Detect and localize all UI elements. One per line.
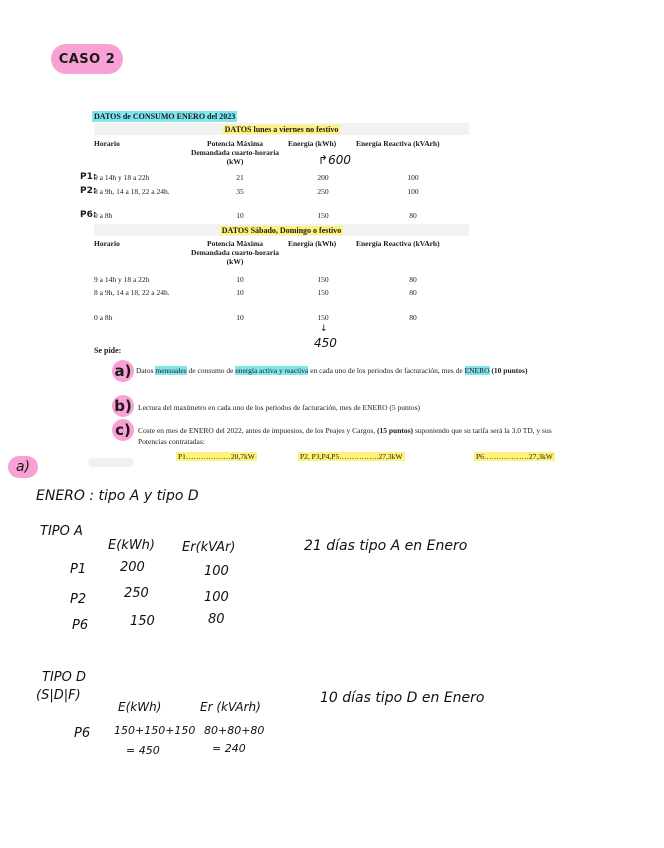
table1-cell-energia: 250 xyxy=(317,187,329,196)
table1-cell-energia: 150 xyxy=(317,211,329,220)
table1-cell-energia: 200 xyxy=(317,173,329,182)
note-period-p6: P6 xyxy=(74,726,91,741)
table1-header-reactiva: Energía Reactiva (kVArh) xyxy=(356,139,440,148)
potencia-p6: P6………………27,3kW xyxy=(476,452,553,461)
note-enero: ENERO : tipo A y tipo D xyxy=(36,488,199,504)
question-a-marker: a) xyxy=(112,360,134,382)
potencia-p1: P1………………20,7kW xyxy=(178,452,255,461)
table2-cell-potencia: 10 xyxy=(236,313,244,322)
table2-cell-energia: 150 xyxy=(317,288,329,297)
note-result-energy: = 450 xyxy=(126,744,160,757)
arrow-icon: ↱ xyxy=(318,153,329,167)
question-a-text: Datos mensuales de consumo de energía activa y reactiva en cada uno de los periodos de facturación, mes de ENERO (10 puntos) xyxy=(136,366,528,375)
note-dias-tipo-a: 21 días tipo A en Enero xyxy=(304,538,468,554)
note-energy-value: 200 xyxy=(120,560,145,575)
period-label: P6: xyxy=(80,210,97,220)
se-pide-label: Se pide: xyxy=(94,346,122,355)
table2-header-energia: Energía (kWh) xyxy=(288,239,337,248)
answer-a-marker: a) xyxy=(8,456,38,478)
note-period: P6 xyxy=(72,618,89,633)
period-label: P1: xyxy=(80,172,97,182)
table2-cell-potencia: 10 xyxy=(236,288,244,297)
potencia-p2-p5: P2, P3,P4,P5…………….27,3kW xyxy=(300,452,403,461)
note-reactive-value: 80 xyxy=(208,612,225,627)
table2-header-horario: Horario xyxy=(94,239,120,248)
note-tipo-a-energy-header: E(kWh) xyxy=(108,538,155,553)
note-tipo-d-sub: (S|D|F) xyxy=(36,688,81,703)
table1-cell-potencia: 21 xyxy=(236,173,244,182)
table2-header-reactiva: Energía Reactiva (kVArh) xyxy=(356,239,440,248)
table1-band: DATOS lunes a viernes no festivo xyxy=(94,123,469,135)
table2-cell-reactiva: 80 xyxy=(409,313,417,322)
note-tipo-a: TIPO A xyxy=(40,524,83,539)
note-tipo-d-reactive-header: Er (kVArh) xyxy=(200,700,261,714)
table2-cell-energia: 150 xyxy=(317,275,329,284)
table2-cell-potencia: 10 xyxy=(236,275,244,284)
table2-cell-energia: 150 xyxy=(317,313,329,322)
note-dias-tipo-d: 10 días tipo D en Enero xyxy=(320,690,485,706)
down-arrow-icon: ↓ xyxy=(320,324,328,334)
note-sum-reactive: 80+80+80 xyxy=(204,724,265,737)
table1-cell-reactiva: 80 xyxy=(409,211,417,220)
note-tipo-d-energy-header: E(kWh) xyxy=(118,700,162,714)
table2-header-potencia: Potencia Máxima Demandada cuarto-horaria (kW) xyxy=(190,239,280,266)
table1-header-potencia: Potencia Máxima Demandada cuarto-horaria (kW) xyxy=(190,139,280,166)
table1-cell-reactiva: 100 xyxy=(407,173,419,182)
table2-band: DATOS Sábado, Domingo o festivo xyxy=(94,224,469,236)
doc-title: DATOS de CONSUMO ENERO del 2023 xyxy=(94,112,236,121)
table1-cell-horario: 9 a 14h y 18 a 22h xyxy=(94,173,150,182)
note-tipo-a-reactive-header: Er(kVAr) xyxy=(182,540,236,555)
period-label: P2: xyxy=(80,186,97,196)
annotation-600: ↱600 xyxy=(318,153,351,167)
note-tipo-d: TIPO D xyxy=(42,670,86,685)
table1-cell-potencia: 35 xyxy=(236,187,244,196)
note-period: P2 xyxy=(70,592,87,607)
note-result-reactive: = 240 xyxy=(212,742,246,755)
note-energy-value: 250 xyxy=(124,586,149,601)
table2-cell-reactiva: 80 xyxy=(409,275,417,284)
note-sum-energy: 150+150+150 xyxy=(114,724,196,737)
question-c-marker: c) xyxy=(112,419,134,441)
table2-cell-horario: 9 a 14h y 18 a 22h xyxy=(94,275,150,284)
annotation-450: 450 xyxy=(314,336,337,350)
table1-header-energia: Energía (kWh) xyxy=(288,139,337,148)
note-reactive-value: 100 xyxy=(204,590,229,605)
note-reactive-value: 100 xyxy=(204,564,229,579)
note-energy-value: 150 xyxy=(130,614,155,629)
table1-cell-reactiva: 100 xyxy=(407,187,419,196)
smudge xyxy=(88,458,134,467)
table2-cell-horario: 0 a 8h xyxy=(94,313,113,322)
table1-cell-horario: 0 a 8h xyxy=(94,211,113,220)
table1-header-horario: Horario xyxy=(94,139,120,148)
table2-cell-reactiva: 80 xyxy=(409,288,417,297)
question-c-text: Coste en mes de ENERO del 2022, antes de impuestos, de los Peajes y Cargos, (15 puntos) suponiendo que su tarifa será la 3.0 TD, y sus Potencias contratadas: xyxy=(138,426,552,446)
table1-cell-potencia: 10 xyxy=(236,211,244,220)
question-b-text: Lectura del maxímetro en cada uno de los periodos de facturación, mes de ENERO (5 puntos) xyxy=(138,403,420,412)
caso-label: CASO 2 xyxy=(51,44,123,74)
question-b-marker: b) xyxy=(112,395,134,417)
table1-cell-horario: 8 a 9h, 14 a 18, 22 a 24h. xyxy=(94,187,170,196)
table2-cell-horario: 8 a 9h, 14 a 18, 22 a 24h. xyxy=(94,288,170,297)
note-period: P1 xyxy=(70,562,87,577)
